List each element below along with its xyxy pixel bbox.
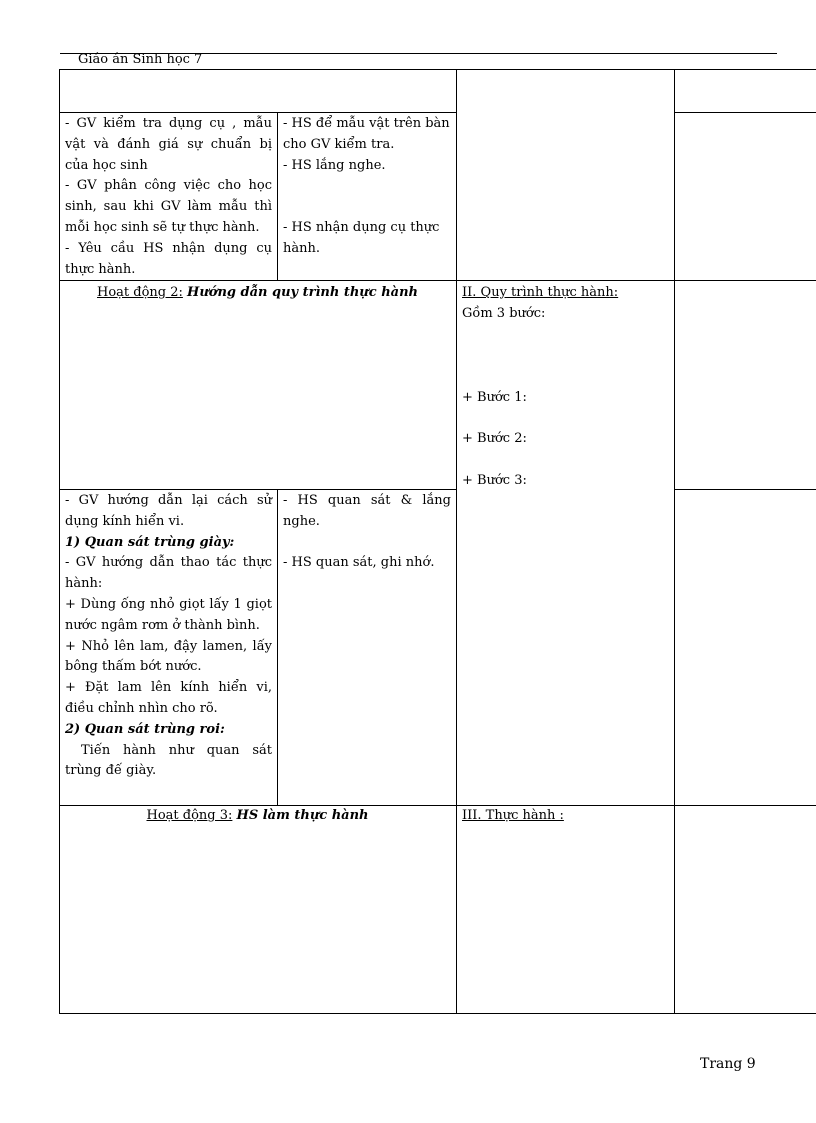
step-label: + Bước 2: xyxy=(462,431,527,447)
student-activities-1 xyxy=(283,114,451,260)
step-label: + Bước 3: xyxy=(462,473,527,489)
text-line: - GV hướng dẫn thao tác thực hành: xyxy=(65,555,272,592)
text-line: + Nhỏ lên lam, đậy lamen, lấy bông thấm bớt nước. xyxy=(65,638,272,675)
text-line: - GV kiểm tra dụng cụ , mẫu vật và đánh giá sự chuẩn bị của học sinh xyxy=(65,116,272,173)
section-3-content xyxy=(462,806,668,827)
text-line: - HS lắng nghe. xyxy=(283,157,386,173)
page-header-title: Giáo án Sinh học 7 xyxy=(78,52,203,67)
section-intro: Gồm 3 bước: xyxy=(462,305,546,321)
text-line: - GV hướng dẫn lại cách sử dụng kính hiển vi. xyxy=(65,493,272,529)
section-2-content xyxy=(462,283,668,492)
student-activities-2 xyxy=(283,491,451,574)
column-divider xyxy=(456,69,457,1013)
table-top-border xyxy=(59,69,816,70)
activity-2-heading xyxy=(59,283,456,304)
text-line: - HS để mẫu vật trên bàn cho GV kiểm tra. xyxy=(283,116,450,152)
text-line: + Đặt lam lên kính hiển vi, điều chỉnh nhìn cho rõ. xyxy=(65,680,272,716)
observation-1-title: 1) Quan sát trùng giày: xyxy=(65,534,235,550)
text-line: - HS quan sát & lắng nghe. xyxy=(283,493,451,529)
column-divider xyxy=(277,112,278,280)
text-line: - HS nhận dụng cụ thực hành. xyxy=(283,219,440,256)
step-label: + Bước 1: xyxy=(462,389,527,405)
activity-title: HS làm thực hành xyxy=(236,808,369,823)
activity-label: Hoạt động 3: xyxy=(146,808,233,823)
teacher-activities-1 xyxy=(65,114,272,280)
activity-title: Hướng dẫn quy trình thực hành xyxy=(187,285,418,300)
text-line: - HS quan sát, ghi nhớ. xyxy=(283,555,435,571)
row-divider xyxy=(59,112,456,113)
section-title: III. Thực hành : xyxy=(462,808,564,823)
row-divider xyxy=(674,112,816,113)
teacher-activities-2 xyxy=(65,491,272,782)
activity-label: Hoạt động 2: xyxy=(97,285,183,300)
row-divider xyxy=(59,489,456,490)
row-divider xyxy=(674,489,816,490)
table-left-border xyxy=(59,69,60,1013)
text-line: - GV phân công việc cho học sinh, sau khi GV làm mẫu thì mỗi học sinh sẽ tự thực hành. xyxy=(65,178,272,235)
page-number: Trang 9 xyxy=(700,1056,756,1072)
observation-2-title: 2) Quan sát trùng roi: xyxy=(65,721,225,737)
activity-3-heading xyxy=(59,806,456,827)
column-divider xyxy=(277,489,278,805)
table-bottom-border xyxy=(59,1013,816,1014)
text-line: - Yêu cầu HS nhận dụng cụ thực hành. xyxy=(65,240,272,277)
text-line: Tiến hành như quan sát trùng đế giày. xyxy=(65,742,272,779)
column-divider xyxy=(674,69,675,1013)
section-title: II. Quy trình thực hành: xyxy=(462,285,619,300)
text-line: + Dùng ống nhỏ giọt lấy 1 giọt nước ngâm rơm ở thành bình. xyxy=(65,596,272,633)
